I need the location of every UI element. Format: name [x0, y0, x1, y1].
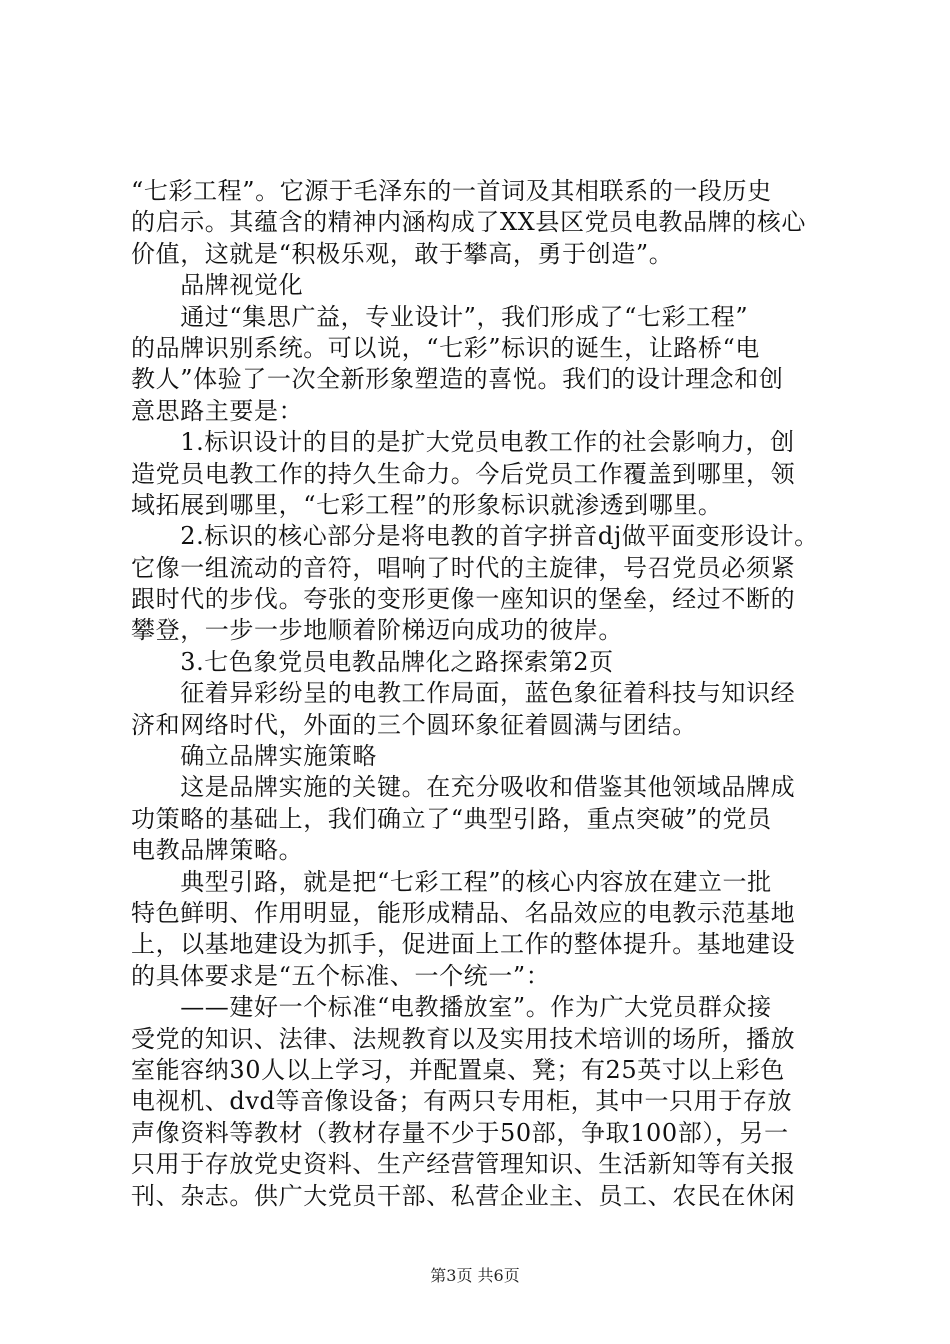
text-line: ——建好一个标准“电教播放室”。作为广大党员群众接: [131, 993, 772, 1022]
text-line: 声像资料等教材（教材存量不少于50部，争取100部），另一: [131, 1118, 789, 1147]
text-line: 3.七色象党员电教品牌化之路探索第2页: [131, 647, 614, 676]
text-line: 功策略的基础上，我们确立了“典型引路，重点突破”的党员: [131, 804, 772, 833]
text-line: 造党员电教工作的持久生命力。今后党员工作覆盖到哪里，领: [131, 459, 796, 488]
section-heading: 品牌视觉化: [131, 271, 304, 300]
page-footer: 第3页 共6页: [430, 1266, 520, 1285]
text-line: 教人”体验了一次全新形象塑造的喜悦。我们的设计理念和创: [131, 365, 784, 394]
text-line: 这是品牌实施的关键。在充分吸收和借鉴其他领域品牌成: [131, 773, 796, 802]
text-line: 受党的知识、法律、法规教育以及实用技术培训的场所，播放: [131, 1024, 796, 1053]
text-line: 典型引路，就是把“七彩工程”的核心内容放在建立一批: [131, 867, 772, 896]
text-line: 征着异彩纷呈的电教工作局面，蓝色象征着科技与知识经: [131, 679, 796, 708]
text-line: 特色鲜明、作用明显，能形成精品、名品效应的电教示范基地: [131, 898, 796, 927]
text-line: 上，以基地建设为抓手，促进面上工作的整体提升。基地建设: [131, 930, 796, 959]
text-line: 只用于存放党史资料、生产经营管理知识、生活新知等有关报: [131, 1150, 796, 1179]
text-line: 价值，这就是“积极乐观，敢于攀高，勇于创造”。: [131, 239, 674, 268]
text-line: 域拓展到哪里，“七彩工程”的形象标识就渗透到哪里。: [131, 490, 723, 519]
text-line: 室能容纳30人以上学习，并配置桌、凳；有25英寸以上彩色: [131, 1055, 785, 1084]
text-line: 电视机、dvd等音像设备；有两只专用柜，其中一只用于存放: [131, 1087, 793, 1116]
body-text: [131, 176, 831, 1212]
text-line: 它像一组流动的音符，唱响了时代的主旋律，号召党员必须紧: [131, 553, 796, 582]
text-line: 刊、杂志。供广大党员干部、私营企业主、员工、农民在休闲: [131, 1181, 796, 1210]
text-line: 济和网络时代，外面的三个圆环象征着圆满与团结。: [131, 710, 697, 739]
text-line: 电教品牌策略。: [131, 836, 304, 865]
text-line: 的品牌识别系统。可以说，“七彩”标识的诞生，让路桥“电: [131, 333, 761, 362]
text-line: 攀登，一步一步地顺着阶梯迈向成功的彼岸。: [131, 616, 623, 645]
text-line: “七彩工程”。它源于毛泽东的一首词及其相联系的一段历史: [131, 177, 772, 205]
text-line: 1.标识设计的目的是扩大党员电教工作的社会影响力，创: [131, 428, 795, 457]
text-line: 意思路主要是：: [131, 396, 304, 425]
text-line: 通过“集思广益，专业设计”，我们形成了“七彩工程”: [131, 302, 749, 331]
text-line: 的具体要求是“五个标准、一个统一”：: [131, 961, 551, 990]
text-line: 跟时代的步伐。夸张的变形更像一座知识的堡垒，经过不断的: [131, 585, 796, 614]
text-line: 2.标识的核心部分是将电教的首字拼音dj做平面变形设计。: [131, 522, 819, 551]
section-heading: 确立品牌实施策略: [131, 742, 377, 771]
text-line: 的启示。其蕴含的精神内涵构成了XX县区党员电教品牌的核心: [131, 208, 806, 237]
